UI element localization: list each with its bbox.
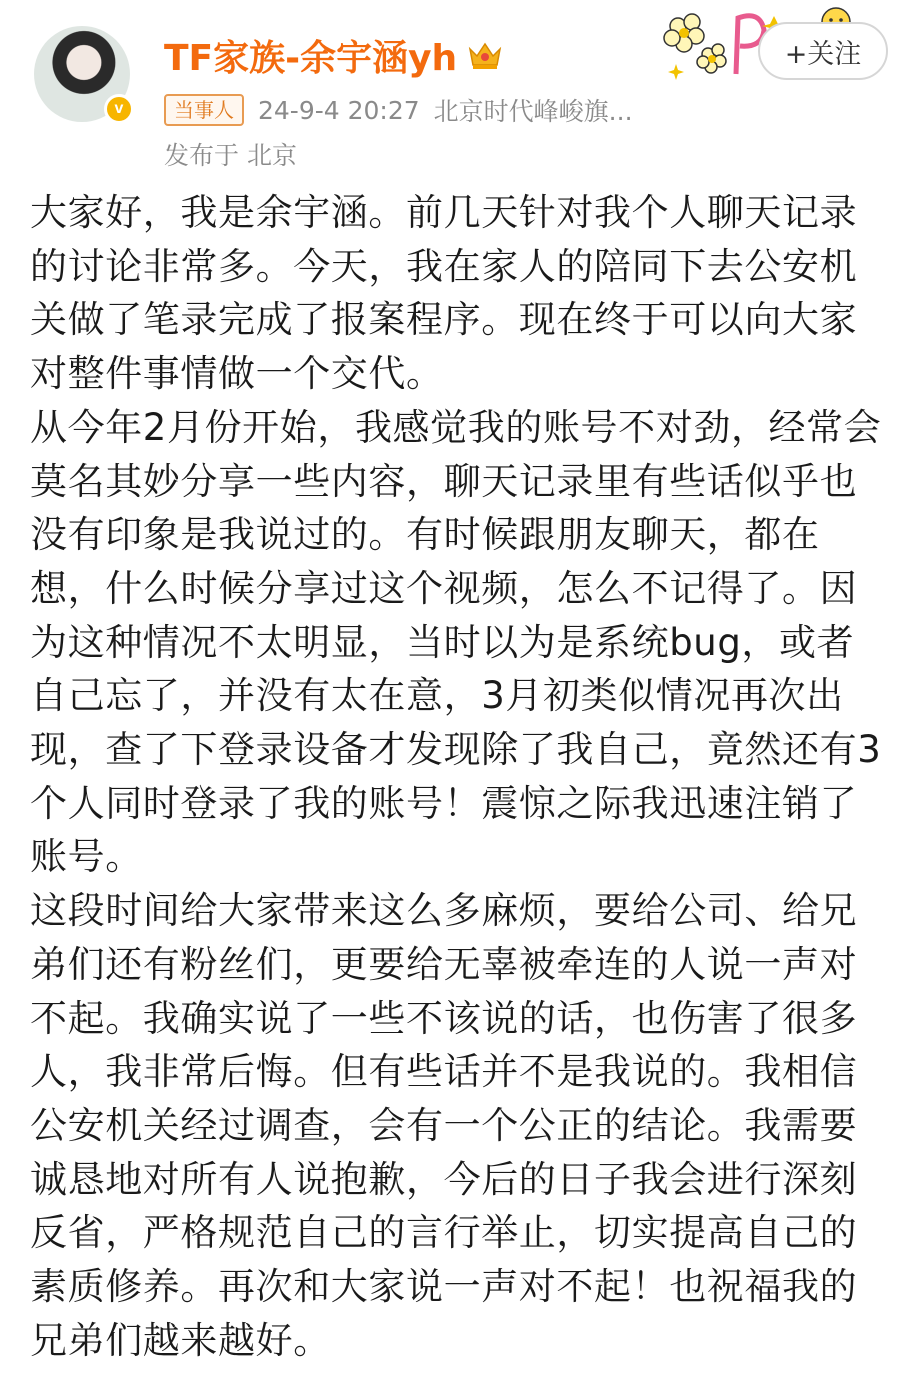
post-meta — [164, 94, 633, 126]
verified-badge-icon: v — [104, 94, 134, 124]
follow-button-label: +关注 — [784, 38, 862, 70]
timestamp: 24-9-4 20:27 — [258, 95, 420, 125]
post-source[interactable]: 北京时代峰峻旗... — [433, 97, 633, 126]
username[interactable]: TF家族-余宇涵yh — [164, 37, 458, 79]
post-paragraph: 这段时间给大家带来这么多麻烦，要给公司、给兄弟们还有粉丝们，更要给无辜被牵连的人说一声对不起。我确实说了一些不该说的话，也伤害了很多人，我非常后悔。但有些话并不是我说的。我相信公安机关经过调查，会有一个公正的结论。我需要诚恳地对所有人说抱歉，今后的日子我会进行深刻反省，严格规范自己的言行举止，切实提高自己的素质修养。再次和大家说一声对不起！也祝福我的兄弟们越来越好。 — [30, 889, 858, 1362]
role-tag: 当事人 — [164, 94, 244, 126]
follow-button[interactable] — [758, 22, 888, 80]
post-body — [30, 186, 890, 1367]
post-location: 发布于 北京 — [164, 141, 297, 170]
crown-icon — [467, 39, 503, 71]
avatar[interactable] — [34, 26, 130, 122]
post-paragraph: 从今年2月份开始，我感觉我的账号不对劲，经常会莫名其妙分享一些内容，聊天记录里有些话似乎也没有印象是我说过的。有时候跟朋友聊天，都在想，什么时候分享过这个视频，怎么不记得了。因为这种情况不太明显，当时以为是系统bug，或者自己忘了，并没有太在意，3月初类似情况再次出现，查了下登录设备才发现除了我自己，竟然还有3个人同时登录了我的账号！震惊之际我迅速注销了账号。 — [30, 405, 882, 879]
post-paragraph: 大家好，我是余宇涵。前几天针对我个人聊天记录的讨论非常多。今天，我在家人的陪同下去公安机关做了笔录完成了报案程序。现在终于可以向大家对整件事情做一个交代。 — [30, 191, 858, 396]
username-row — [164, 30, 503, 80]
